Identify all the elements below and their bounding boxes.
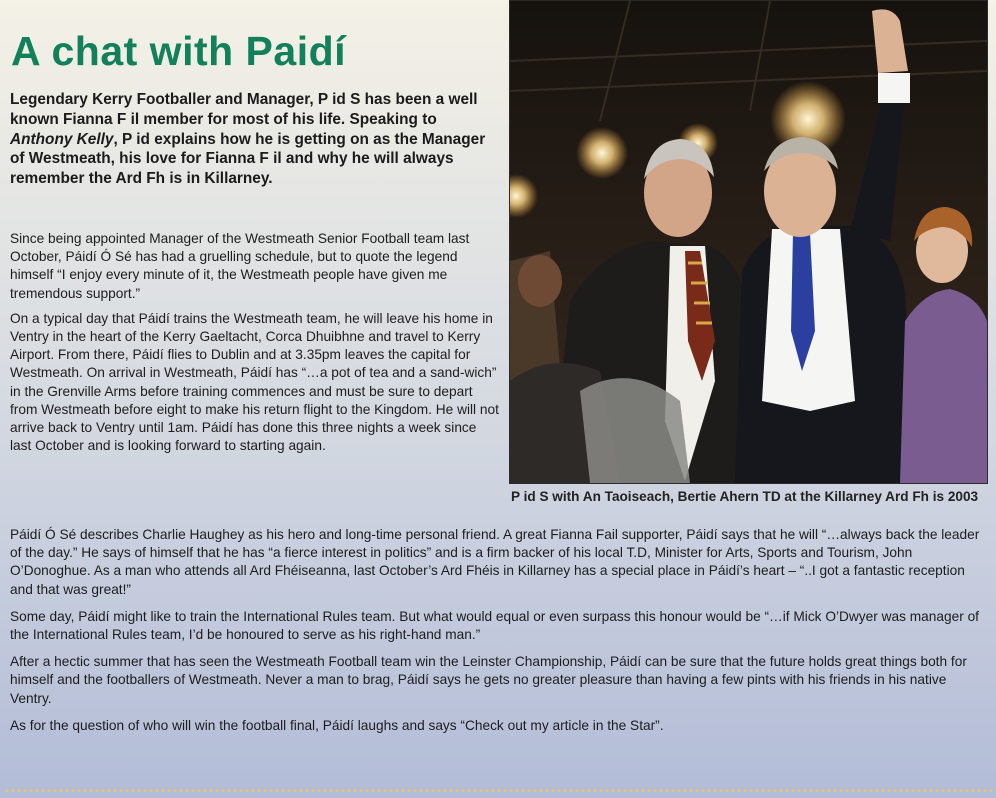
dotted-border <box>4 789 992 792</box>
photo-caption: P id S with An Taoiseach, Bertie Ahern TD at the Killarney Ard Fh is 2003 <box>511 489 979 504</box>
event-photo <box>509 0 988 484</box>
body-paragraph-2: Some day, Páidí might like to train the International Rules team. But what would equal or even surpass this honour would be “…if Mick O’Dwyer was manager of the International Rules team, I’d be honoured to serve as his right-hand man.” <box>10 608 979 643</box>
interviewer-name: Anthony Kelly <box>10 130 114 148</box>
article-lead <box>10 90 500 189</box>
event-photo-illustration <box>510 1 987 483</box>
lead-text-part1: Legendary Kerry Footballer and Manager, P id S has been a well known Fianna F il member for most of his life. Speaking to <box>10 91 478 128</box>
article-title: A chat with Paidí <box>11 28 347 74</box>
body-paragraph-4: As for the question of who will win the football final, Páidí laughs and says “Check out my article in the Star”. <box>10 717 664 733</box>
lead-text-part2: , P id explains how he is getting on as the Manager of Westmeath, his love for Fianna F il and why he will always remember the Ard Fh is in Killarney. <box>10 130 486 188</box>
article-column <box>10 230 500 462</box>
column-paragraph-2: On a typical day that Páidí trains the Westmeath team, he will leave his home in Ventry in the heart of the Kerry Gaeltacht, Corca Dhuibhne and travel to Kerry Airport. From there, Páidí flies to Dublin and at 3.35pm leaves the capital for Westmeath. On arrival in Westmeath, Páidí has “…a pot of tea and a sand-wich” in the Grenville Arms before training commences and must be sure to depart from Westmeath before eight to make his return flight to the Kingdom. He will not arrive back to Ventry until 1am. Páidí has done this three nights a week since last October and is looking forward to starting again. <box>10 310 499 454</box>
column-paragraph-1: Since being appointed Manager of the Westmeath Senior Football team last October, Páidí Ó Sé has had a gruelling schedule, but to quote the legend himself “I enjoy every minute of it, the Westmeath people have given me tremendous support.” <box>10 231 470 301</box>
body-paragraph-3: After a hectic summer that has seen the Westmeath Football team win the Leinster Championship, Páidí can be sure that the future holds great things both for himself and the footballers of Westmeath. Never a man to brag, Páidí says he gets no greater pleasure than having a few pints with his friends in his native Ventry. <box>10 654 967 706</box>
body-paragraph-1: Páidí Ó Sé describes Charlie Haughey as his hero and long-time personal friend. A great Fianna Fail supporter, Páidí says that he will “…always back the leader of the day.” He says of himself that he has “a fierce interest in politics” and is a firm backer of his local T.D, Minister for Arts, Sports and Tourism, John O’Donoghue. As a man who attends all Ard Fhéiseanna, last October’s Ard Fhéis in Killarney has a special place in Páidí’s heart – “..I got a fantastic reception and that was great!” <box>10 527 980 597</box>
article-body <box>10 526 986 744</box>
